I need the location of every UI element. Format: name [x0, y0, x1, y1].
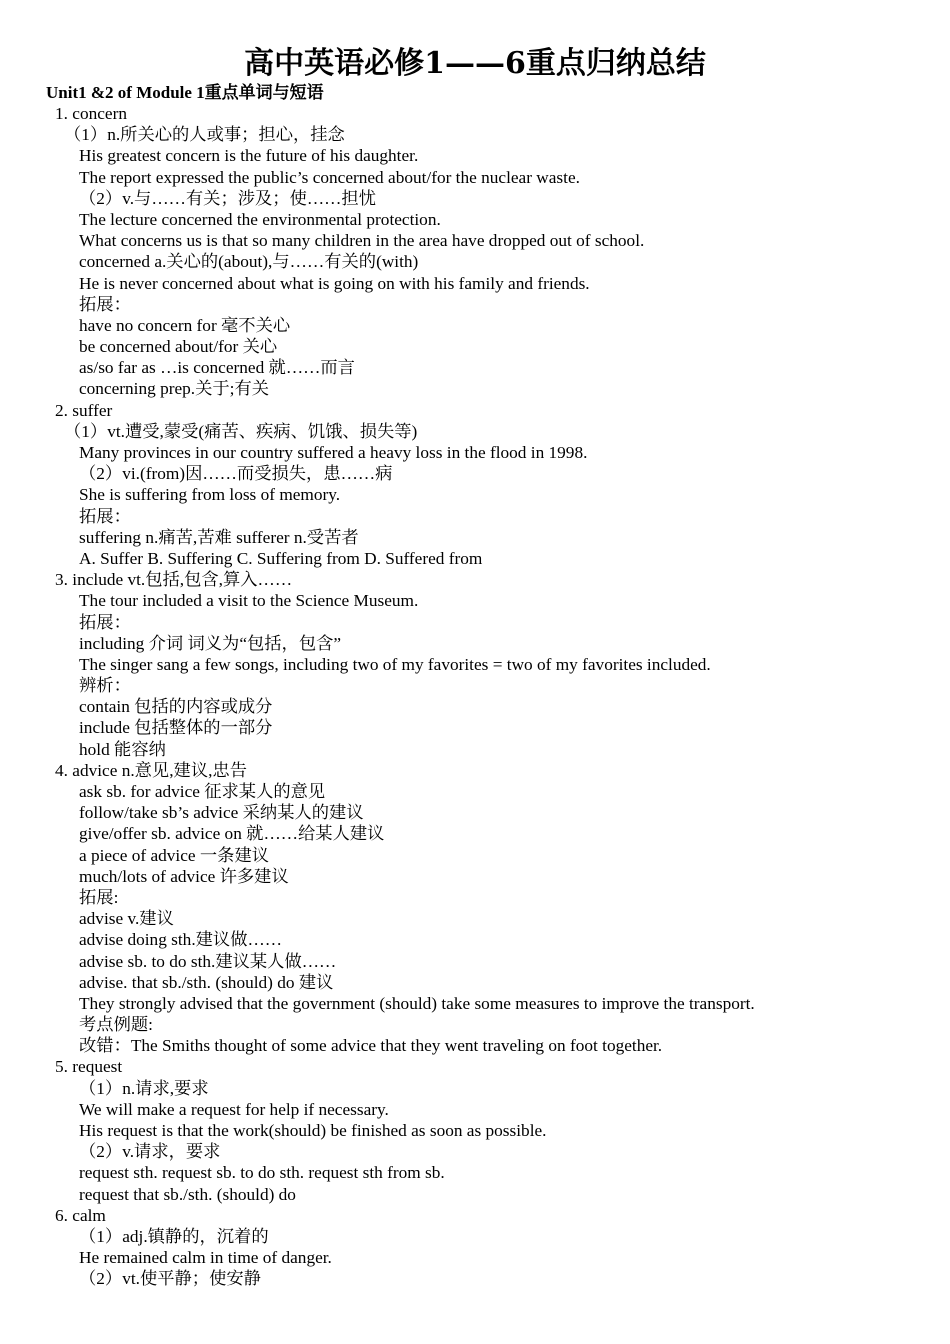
entry-line: be concerned about/for 关心	[79, 337, 278, 357]
entry-line: （1）vt.遭受,蒙受(痛苦、疾病、饥饿、损失等)	[64, 421, 418, 441]
entry-line: concerning prep.关于;有关	[79, 379, 270, 399]
entry-line: （2）v.请求，要求	[79, 1142, 221, 1162]
entry-heading: 2. suffer	[55, 400, 113, 420]
entry-heading: 1. concern	[55, 104, 127, 123]
entry-line: as/so far as …is concerned 就……而言	[79, 358, 355, 378]
entry-line: Many provinces in our country suffered a heavy loss in the flood in 1998.	[79, 443, 588, 462]
entry-heading: 6. calm	[55, 1205, 106, 1225]
entry-line: His greatest concern is the future of his daughter.	[79, 146, 419, 166]
entry-line: including 介词 词义为“包括，包含”	[79, 633, 342, 653]
document-body	[0, 103, 950, 1290]
entry-line: advise sb. to do sth.建议某人做……	[79, 951, 337, 971]
entry-line: （2）vi.(from)因……而受损失，患……病	[79, 464, 393, 484]
entry-line: 改错：The Smiths thought of some advice that they went traveling on foot together.	[79, 1036, 663, 1056]
entry-line: A. Suffer B. Suffering C. Suffering from D. Suffered from	[79, 548, 483, 568]
entry-line: She is suffering from loss of memory.	[79, 485, 341, 505]
entry-line: request that sb./sth. (should) do	[79, 1184, 296, 1204]
entry-line: concerned a.关心的(about),与……有关的(with)	[79, 252, 419, 272]
entry-heading: 5. request	[55, 1057, 123, 1077]
entry-line: a piece of advice 一条建议	[79, 845, 270, 865]
entry-line: 拓展:	[79, 887, 119, 907]
entry-line: He is never concerned about what is going on with his family and friends.	[79, 273, 590, 293]
entry-line: （2）v.与……有关；涉及；使……担忧	[79, 188, 376, 208]
entry-line: follow/take sb’s advice 采纳某人的建议	[79, 803, 364, 823]
entry-heading: 3. include vt.包括,包含,算入……	[55, 570, 293, 590]
entry-line: His request is that the work(should) be finished as soon as possible.	[79, 1121, 547, 1140]
entry-line: What concerns us is that so many children in the area have dropped out of school.	[79, 231, 645, 251]
entry-heading: 4. advice n.意见,建议,忠告	[55, 760, 247, 780]
entry-line: advise doing sth.建议做……	[79, 930, 283, 950]
entry-line: 拓展：	[79, 612, 131, 632]
document-title: 高中英语必修1——6重点归纳总结	[244, 46, 706, 81]
entry-line: （1）n.所关心的人或事；担心，挂念	[64, 125, 345, 145]
entry-line: The singer sang a few songs, including two of my favorites = two of my favorites included.	[79, 654, 711, 674]
entry-line: hold 能容纳	[79, 739, 166, 759]
entry-line: include 包括整体的一部分	[79, 718, 273, 738]
entry-line: much/lots of advice 许多建议	[79, 866, 289, 886]
entry-line: give/offer sb. advice on 就……给某人建议	[79, 824, 385, 844]
entry-line: （1）adj.镇静的，沉着的	[79, 1226, 269, 1246]
entry-line: 拓展：	[79, 506, 131, 526]
entry-line: （1）n.请求,要求	[79, 1078, 209, 1098]
entry-line: suffering n.痛苦,苦难 sufferer n.受苦者	[79, 527, 359, 547]
entry-line: request sth. request sb. to do sth. request sth from sb.	[79, 1163, 445, 1183]
section-heading: Unit1 &2 of Module 1重点单词与短语	[46, 83, 324, 102]
entry-line: advise. that sb./sth. (should) do 建议	[79, 972, 334, 992]
entry-line: contain 包括的内容或成分	[79, 697, 273, 717]
entry-line: 拓展：	[79, 294, 131, 314]
entry-line: The tour included a visit to the Science Museum.	[79, 591, 419, 611]
entry-line: （2）vt.使平静；使安静	[79, 1269, 261, 1289]
entry-line: They strongly advised that the government (should) take some measures to improve the transport.	[79, 993, 755, 1013]
entry-line: The lecture concerned the environmental protection.	[79, 209, 441, 229]
entry-line: 考点例题:	[79, 1015, 153, 1035]
entry-line: ask sb. for advice 征求某人的意见	[79, 782, 326, 801]
entry-line: The report expressed the public’s concerned about/for the nuclear waste.	[79, 167, 580, 187]
entry-line: We will make a request for help if necessary.	[79, 1099, 389, 1119]
entry-line: advise v.建议	[79, 909, 174, 929]
entry-line: 辨析：	[79, 676, 131, 696]
entry-line: have no concern for 毫不关心	[79, 315, 291, 335]
entry-line: He remained calm in time of danger.	[79, 1248, 332, 1268]
